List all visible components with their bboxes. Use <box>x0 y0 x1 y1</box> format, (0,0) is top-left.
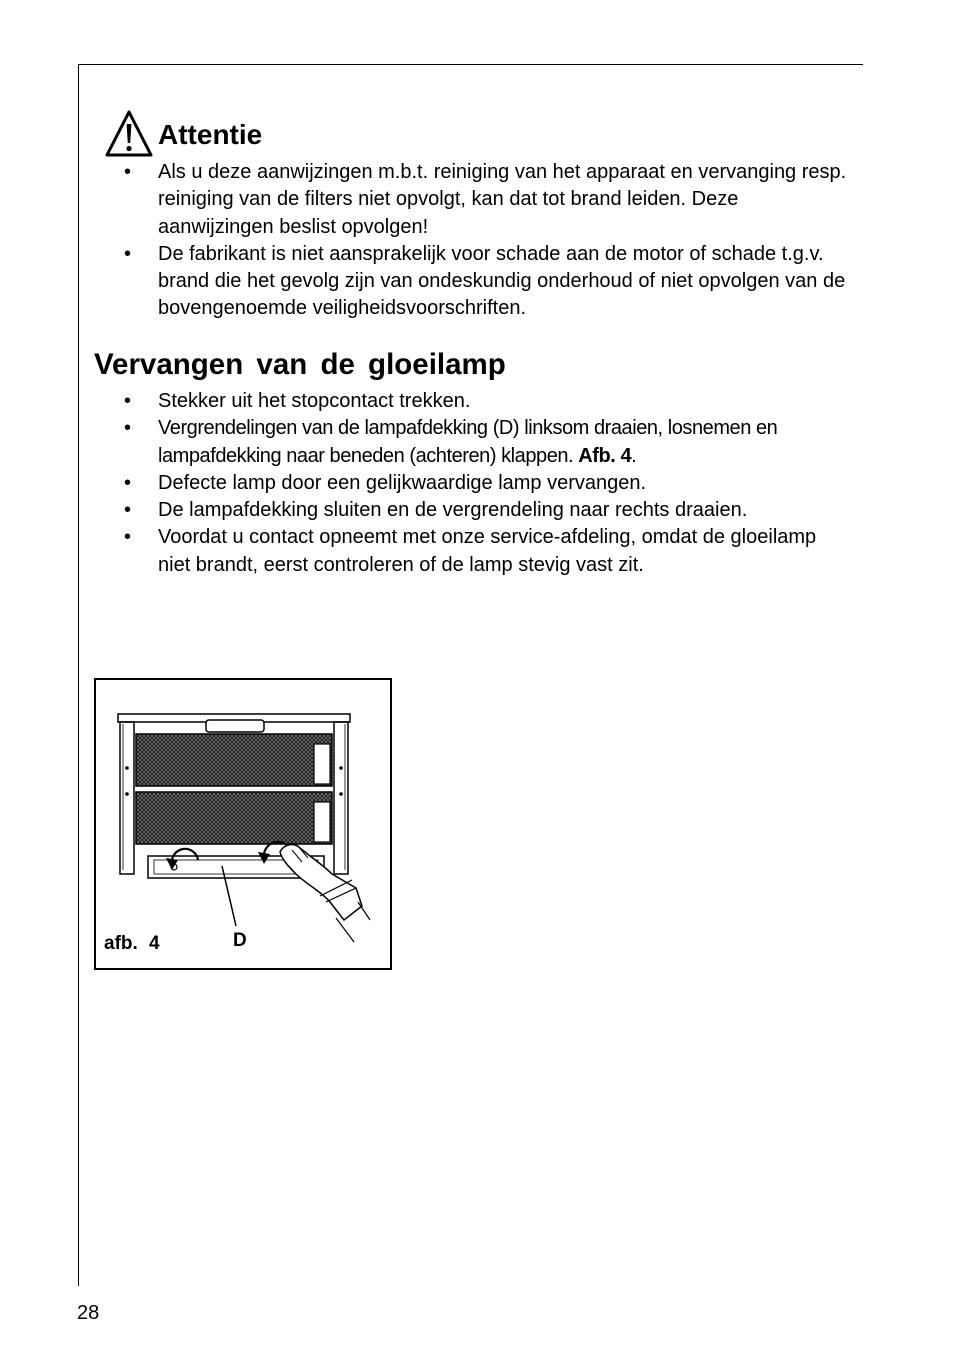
list-item-text: Vergrendelingen van de lampafdekking (D) linksom draaien, losnemen en lampafdekking naar beneden (achteren) klappen. <box>158 417 778 467</box>
lamp-bullet-list <box>120 388 850 579</box>
top-rule <box>78 64 863 65</box>
cooker-hood-illustration <box>96 680 390 968</box>
list-item <box>120 415 850 470</box>
page-number: 28 <box>77 1302 100 1324</box>
left-margin-rule <box>78 64 79 1286</box>
list-item: • Voordat u contact opneemt met onze service-afdeling, omdat de gloeilamp niet brandt, eerst controleren of de lamp stevig vast zit. <box>120 524 850 579</box>
list-item: • De lampafdekking sluiten en de vergrendeling naar rechts draaien. <box>120 497 850 524</box>
attention-bullet-list <box>120 159 850 323</box>
warning-triangle-icon <box>104 109 154 159</box>
attention-title: Attentie <box>158 119 263 150</box>
figure-reference: Afb. 4 <box>578 444 632 467</box>
section-title: Vervangen van de gloeilamp <box>94 348 506 381</box>
figure-caption: afb. 4 <box>104 933 160 954</box>
list-item: • Defecte lamp door een gelijkwaardige lamp vervangen. <box>120 470 850 497</box>
attention-heading <box>104 108 262 160</box>
list-item: • De fabrikant is niet aansprakelijk voor schade aan de motor of schade t.g.v. brand die het gevolg zijn van ondeskundig onderhoud of niet opvolgen van de bovengenoemde veiligheidsvoorschriften. <box>120 241 850 323</box>
figure-label-d: D <box>233 930 247 951</box>
list-item: • Als u deze aanwijzingen m.b.t. reiniging van het apparaat en vervanging resp. reiniging van de filters niet opvolgt, kan dat tot brand leiden. Deze aanwijzingen beslist opvolgen! <box>120 159 850 241</box>
list-item: • Stekker uit het stopcontact trekken. <box>120 388 850 415</box>
list-item-punctuation: . <box>631 444 637 467</box>
figure-4 <box>94 678 392 970</box>
